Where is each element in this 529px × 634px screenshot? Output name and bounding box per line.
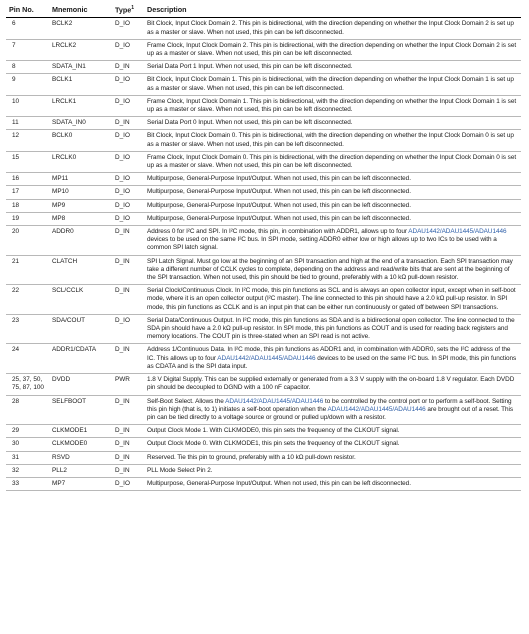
type-cell: D_IN <box>112 344 144 374</box>
type-footnote-marker: 1 <box>131 5 135 11</box>
description-cell: Serial Data Port 1 Input. When not used, this pin can be left disconnected. <box>144 61 521 74</box>
description-cell: Multipurpose, General-Purpose Input/Output. When not used, this pin can be left disconnected. <box>144 199 521 212</box>
mnemonic-cell: MP10 <box>49 186 112 199</box>
pin-number-cell: 30 <box>6 438 49 451</box>
table-row <box>6 314 521 344</box>
description-text: Address 1/Continuous Data. In I²C mode, this pin functions as ADDR1 and, in combination with ADDR0, sets the I²C address of the IC. This allows up to four <box>147 346 511 362</box>
type-cell: D_IO <box>112 95 144 116</box>
table-header-row <box>6 2 521 18</box>
mnemonic-cell: BCLK1 <box>49 74 112 95</box>
description-cell: 1.8 V Digital Supply. This can be supplied externally or generated from a 3.3 V supply with the on-board 1.8 V regulator. Each DVDD pin should be decoupled to DGND with a 100 nF capacitor. <box>144 374 521 395</box>
mnemonic-cell: CLKMODE0 <box>49 438 112 451</box>
description-cell: Bit Clock, Input Clock Domain 1. This pin is bidirectional, with the direction depending on whether the Input Clock Domain 1 is set up as a master or slave. When not used, this pin can be left disconnected. <box>144 74 521 95</box>
mnemonic-cell: CLATCH <box>49 255 112 285</box>
pin-number-cell: 17 <box>6 186 49 199</box>
description-text: to be controlled by the control port or to perform a self-boot. Setting this pin high (that is, to 1) initiates a self-boot operation when the <box>147 397 512 413</box>
pin-number-cell: 25, 37, 50, 75, 87, 100 <box>6 374 49 395</box>
table-row <box>6 18 521 39</box>
description-cell: Output Clock Mode 1. With CLKMODE0, this pin sets the frequency of the CLKOUT signal. <box>144 425 521 438</box>
type-cell: D_IN <box>112 451 144 464</box>
table-row <box>6 255 521 285</box>
pin-number-cell: 31 <box>6 451 49 464</box>
table-row <box>6 186 521 199</box>
type-cell: D_IN <box>112 226 144 256</box>
description-cell: Bit Clock, Input Clock Domain 2. This pin is bidirectional, with the direction depending on whether the Input Clock Domain 2 is set up as a master or slave. When not used, this pin can be left disconnected. <box>144 18 521 39</box>
pin-number-cell: 8 <box>6 61 49 74</box>
table-row <box>6 285 521 315</box>
mnemonic-cell: BCLK2 <box>49 18 112 39</box>
type-cell: D_IN <box>112 464 144 477</box>
type-cell: D_IO <box>112 186 144 199</box>
type-cell: D_IO <box>112 212 144 225</box>
mnemonic-cell: CLKMODE1 <box>49 425 112 438</box>
pin-number-cell: 10 <box>6 95 49 116</box>
mnemonic-cell: LRCLK2 <box>49 39 112 60</box>
mnemonic-cell: SDATA_IN0 <box>49 117 112 130</box>
table-row <box>6 151 521 172</box>
type-cell: D_IN <box>112 285 144 315</box>
type-cell: D_IN <box>112 425 144 438</box>
pin-number-cell: 18 <box>6 199 49 212</box>
mnemonic-cell: ADDR0 <box>49 226 112 256</box>
type-cell: D_IO <box>112 74 144 95</box>
mnemonic-cell: LRCLK1 <box>49 95 112 116</box>
description-text: Address 0 for I²C and SPI. In I²C mode, this pin, in combination with ADDR1, allows up to four <box>147 228 409 236</box>
type-cell: D_IO <box>112 173 144 186</box>
description-cell <box>144 226 521 256</box>
table-row <box>6 61 521 74</box>
description-cell: Output Clock Mode 0. With CLKMODE1, this pin sets the frequency of the CLKOUT signal. <box>144 438 521 451</box>
description-text: are brought out of a reset. This pin can be tied directly to a voltage source or ground or pulled up/down with a resistor. <box>147 405 514 421</box>
type-cell: D_IO <box>112 199 144 212</box>
table-row <box>6 95 521 116</box>
description-cell: Serial Data/Continuous Output. In I²C mode, this pin functions as SDA and is a bidirectional open collector. The line connected to the SDA pin should have a 2.0 kΩ pull-up resistor. In SPI mode, this pin functions as COUT and is used for reading back registers and memory locations. The COUT pin is three-stated when an SPI read is not active. <box>144 314 521 344</box>
mnemonic-cell: SDA/COUT <box>49 314 112 344</box>
pin-number-cell: 29 <box>6 425 49 438</box>
header-type-label: Type <box>115 5 132 15</box>
mnemonic-cell: MP7 <box>49 477 112 490</box>
table-row <box>6 39 521 60</box>
pin-number-cell: 15 <box>6 151 49 172</box>
type-cell: D_IN <box>112 61 144 74</box>
mnemonic-cell: BCLK0 <box>49 130 112 151</box>
description-cell <box>144 344 521 374</box>
product-link[interactable]: ADAU1442/ADAU1445/ADAU1446 <box>408 228 507 236</box>
description-cell: Reserved. Tie this pin to ground, preferably with a 10 kΩ pull-down resistor. <box>144 451 521 464</box>
pin-number-cell: 11 <box>6 117 49 130</box>
product-link[interactable]: ADAU1442/ADAU1445/ADAU1446 <box>327 405 426 413</box>
pin-number-cell: 12 <box>6 130 49 151</box>
mnemonic-cell: ADDR1/CDATA <box>49 344 112 374</box>
type-cell: D_IO <box>112 18 144 39</box>
mnemonic-cell: MP9 <box>49 199 112 212</box>
description-cell: Frame Clock, Input Clock Domain 2. This pin is bidirectional, with the direction depending on whether the Input Clock Domain 2 is set up as a master or slave. When not used, this pin can be left disconnected. <box>144 39 521 60</box>
type-cell: D_IN <box>112 438 144 451</box>
pin-number-cell: 33 <box>6 477 49 490</box>
table-row <box>6 74 521 95</box>
description-cell <box>144 395 521 425</box>
pin-number-cell: 24 <box>6 344 49 374</box>
description-cell: Bit Clock, Input Clock Domain 0. This pin is bidirectional, with the direction depending on whether the Input Clock Domain 0 is set up as a master or slave. When not used, this pin can be left disconnected. <box>144 130 521 151</box>
pin-number-cell: 20 <box>6 226 49 256</box>
pin-number-cell: 32 <box>6 464 49 477</box>
pin-number-cell: 21 <box>6 255 49 285</box>
table-row <box>6 438 521 451</box>
type-cell: D_IN <box>112 395 144 425</box>
pin-number-cell: 9 <box>6 74 49 95</box>
mnemonic-cell: SCL/CCLK <box>49 285 112 315</box>
mnemonic-cell: MP8 <box>49 212 112 225</box>
pin-number-cell: 28 <box>6 395 49 425</box>
product-link[interactable]: ADAU1442/ADAU1445/ADAU1446 <box>225 397 324 405</box>
description-cell: SPI Latch Signal. Must go low at the beginning of an SPI transaction and high at the end of a transaction. Each SPI transaction may take a different number of CCLK cycles to complete, depending on the address and read/write bits that are sent at the beginning of the SPI transaction. When not used, this pin should be tied to ground, preferably with a 10 kΩ pull-down resistor. <box>144 255 521 285</box>
table-row <box>6 374 521 395</box>
type-cell: D_IO <box>112 130 144 151</box>
mnemonic-cell: SELFBOOT <box>49 395 112 425</box>
description-cell: Serial Clock/Continuous Clock. In I²C mode, this pin functions as SCL and is always an open collector input, except when in self-boot mode, where it is an open collector output (I²C master). The line connected to this pin should have a 2.0 kΩ pull-up resistor. In SPI mode, this pin functions as CCLK and is an input pin that can be either run continuously or gated off between SPI transactions. <box>144 285 521 315</box>
type-cell: D_IN <box>112 117 144 130</box>
description-cell: Multipurpose, General-Purpose Input/Output. When not used, this pin can be left disconnected. <box>144 477 521 490</box>
table-row <box>6 451 521 464</box>
header-description: Description <box>144 2 521 18</box>
type-cell: D_IO <box>112 39 144 60</box>
header-type <box>112 2 144 18</box>
description-cell: PLL Mode Select Pin 2. <box>144 464 521 477</box>
header-mnemonic: Mnemonic <box>49 2 112 18</box>
description-cell: Frame Clock, Input Clock Domain 1. This pin is bidirectional, with the direction depending on whether the Input Clock Domain 1 is set up as a master or slave. When not used, this pin can be left disconnected. <box>144 95 521 116</box>
description-cell: Serial Data Port 0 Input. When not used, this pin can be left disconnected. <box>144 117 521 130</box>
mnemonic-cell: RSVD <box>49 451 112 464</box>
mnemonic-cell: MP11 <box>49 173 112 186</box>
pin-number-cell: 19 <box>6 212 49 225</box>
pin-number-cell: 6 <box>6 18 49 39</box>
description-cell: Frame Clock, Input Clock Domain 0. This pin is bidirectional, with the direction depending on whether the Input Clock Domain 0 is set up as a master or slave. When not used, this pin can be left disconnected. <box>144 151 521 172</box>
description-cell: Multipurpose, General-Purpose Input/Output. When not used, this pin can be left disconnected. <box>144 212 521 225</box>
type-cell: D_IO <box>112 477 144 490</box>
product-link[interactable]: ADAU1442/ADAU1445/ADAU1446 <box>217 354 316 362</box>
description-text: devices to be used on the same I²C bus. In SPI mode, this pin functions as CDATA and is the SPI data input. <box>147 354 517 370</box>
header-pin-no: Pin No. <box>6 2 49 18</box>
type-cell: D_IO <box>112 151 144 172</box>
table-row <box>6 199 521 212</box>
type-cell: D_IO <box>112 314 144 344</box>
description-text: devices to be used on the same I²C bus. In SPI mode, setting ADDR0 either low or high allows up to two ICs to be used with a common SPI latch signal. <box>147 236 497 252</box>
pin-function-table <box>6 2 521 491</box>
mnemonic-cell: SDATA_IN1 <box>49 61 112 74</box>
pin-number-cell: 23 <box>6 314 49 344</box>
table-row <box>6 425 521 438</box>
table-row <box>6 395 521 425</box>
table-body <box>6 18 521 491</box>
description-cell: Multipurpose, General-Purpose Input/Output. When not used, this pin can be left disconnected. <box>144 186 521 199</box>
pin-number-cell: 7 <box>6 39 49 60</box>
mnemonic-cell: DVDD <box>49 374 112 395</box>
description-text: Self-Boot Select. Allows the <box>147 397 226 405</box>
table-row <box>6 344 521 374</box>
mnemonic-cell: PLL2 <box>49 464 112 477</box>
table-row <box>6 173 521 186</box>
table-row <box>6 464 521 477</box>
type-cell: D_IN <box>112 255 144 285</box>
table-row <box>6 226 521 256</box>
type-cell: PWR <box>112 374 144 395</box>
table-row <box>6 212 521 225</box>
table-row <box>6 130 521 151</box>
mnemonic-cell: LRCLK0 <box>49 151 112 172</box>
table-row <box>6 117 521 130</box>
description-cell: Multipurpose, General-Purpose Input/Output. When not used, this pin can be left disconnected. <box>144 173 521 186</box>
pin-number-cell: 16 <box>6 173 49 186</box>
pin-number-cell: 22 <box>6 285 49 315</box>
table-row <box>6 477 521 490</box>
